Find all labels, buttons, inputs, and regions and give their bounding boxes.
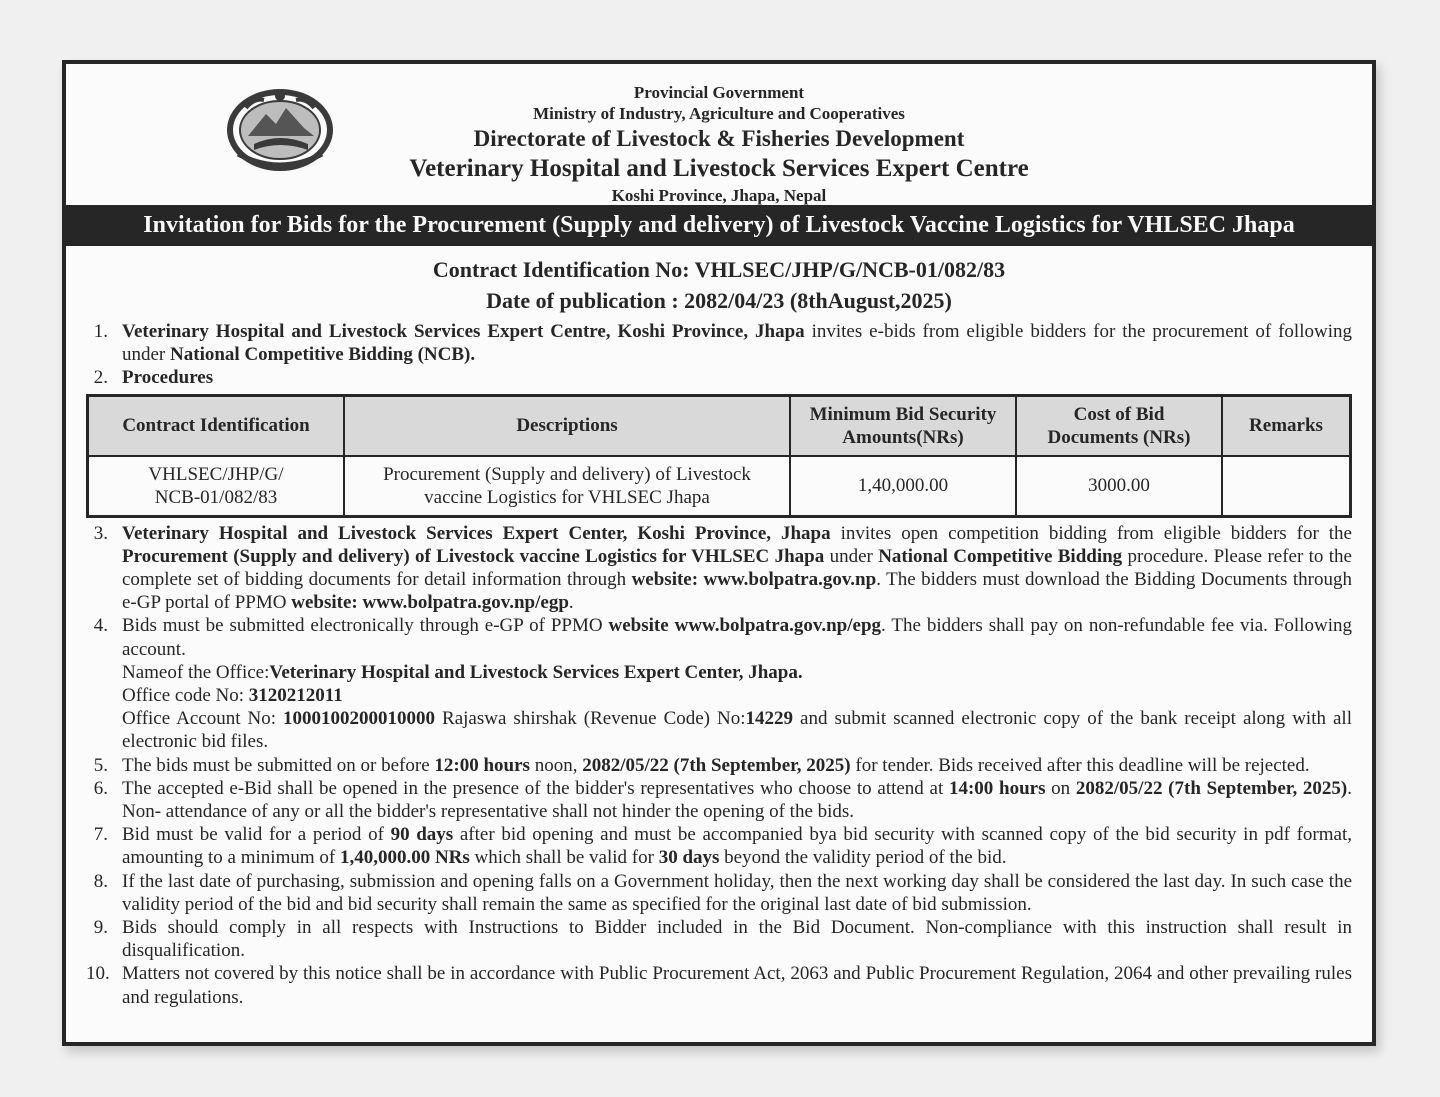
- opening-date: 2082/05/22 (7th September, 2025): [1075, 777, 1348, 799]
- table-row: [88, 456, 1351, 517]
- procedures-table: [86, 394, 1352, 518]
- header-provincial-government: Provincial Government: [633, 83, 805, 102]
- cell-description: Procurement (Supply and delivery) of Livestock vaccine Logistics for VHLSEC Jhapa: [344, 456, 790, 517]
- egp-website-link: website: www.bolpatra.gov.np/egp: [291, 592, 569, 614]
- clause-10: 10. Matters not covered by this notice shall be in accordance with Public Procurement Act, 2063 and Public Procurement Regulation, 2064 and other prevailing rules and regulations.: [86, 963, 1352, 1008]
- cell-doc-cost: 3000.00: [1016, 456, 1222, 517]
- clause-1: 1. Veterinary Hospital and Livestock Services Expert Centre, Koshi Province, Jhapa invites e-bids from eligible bidders for the procurement of following under National Competitive Bidding (NCB).: [93, 321, 1352, 366]
- bid-notice: [62, 60, 1376, 1046]
- submission-deadline: 2082/05/22 (7th September, 2025): [582, 754, 851, 776]
- col-descriptions: Descriptions: [344, 395, 790, 456]
- notice-body: [86, 254, 1352, 1009]
- notice-clauses: [86, 320, 1352, 390]
- table-header-row: [88, 395, 1351, 456]
- col-cost-of-bid-docs: Cost of Bid Documents (NRs): [1016, 395, 1222, 456]
- publication-date-line: Date of publication : 2082/04/23 (8thAugust,2025): [486, 288, 952, 313]
- clause-7: 7. Bid must be valid for a period of 90 days after bid opening and must be accompanied bya bid security with scanned copy of the bid security in pdf format, amounting to a minimum of 1,40,000.00 NRs which shall be valid for 30 days beyond the validity period of the bid.: [93, 824, 1352, 869]
- col-min-bid-security: Minimum Bid Security Amounts(NRs): [790, 395, 1016, 456]
- header-directorate: Directorate of Livestock & Fisheries Development: [473, 125, 965, 151]
- col-contract-identification: Contract Identification: [88, 395, 345, 456]
- header-ministry: Ministry of Industry, Agriculture and Cooperatives: [533, 104, 905, 124]
- office-code-value: 3120212011: [248, 685, 343, 707]
- header-office-name: Veterinary Hospital and Livestock Services Expert Centre: [409, 155, 1029, 183]
- contract-id-line: Contract Identification No: VHLSEC/JHP/G/NCB-01/082/83: [432, 257, 1006, 282]
- website-link: website: www.bolpatra.gov.np: [631, 569, 877, 591]
- notice-header: [66, 64, 1372, 214]
- revenue-code-value: 14229: [745, 708, 794, 730]
- clause-3: 3. Veterinary Hospital and Livestock Services Expert Center, Koshi Province, Jhapa invites open competition bidding from eligible bidders for the Procurement (Supply and delivery) of Livestock vaccine Logistics for VHLSEC Jhapa under National Competitive Bidding procedure. Please refer to the complete set of bidding documents for detail information through website: www.bolpatra.gov.np. The bidders must download the Bidding Documents through e-GP portal of PPMO website: www.bolpatra.gov.np/egp.: [93, 522, 1352, 614]
- col-remarks: Remarks: [1222, 395, 1351, 456]
- header-location: Koshi Province, Jhapa, Nepal: [611, 185, 827, 205]
- office-account-value: 1000100200010000: [283, 708, 436, 730]
- cell-bid-security: 1,40,000.00: [790, 456, 1016, 517]
- clause-4: 4. Bids must be submitted electronically through e-GP of PPMO website www.bolpatra.gov.np/epg. The bidders shall pay on non-refundable fee via. Following account. Nameof the Office:Veterinary Hospital and Livestock Services Expert Center, Jhapa. Office code No: 3120212011 Office Account No: 1000100200010000 Rajaswa shirshak (Revenue Code) No:14229 and submit scanned electronic copy of the bank receipt along with all electronic bid files.: [93, 615, 1352, 753]
- notice-clauses-continued: [86, 522, 1352, 1009]
- cell-remarks: [1222, 456, 1351, 517]
- notice-title-banner: Invitation for Bids for the Procurement (Supply and delivery) of Livestock Vaccine Logistics for VHLSEC Jhapa: [66, 205, 1372, 246]
- clause-5: 5. The bids must be submitted on or before 12:00 hours noon, 2082/05/22 (7th September, 2025) for tender. Bids received after this deadline will be rejected.: [93, 754, 1310, 776]
- cell-contract-id: VHLSEC/JHP/G/ NCB-01/082/83: [88, 456, 345, 517]
- clause-8: 8. If the last date of purchasing, submission and opening falls on a Government holiday, then the next working day shall be considered the last day. In such case the validity period of the bid and bid security shall remain the same as specified for the original last date of bid submission.: [93, 870, 1352, 915]
- clause-2: 2. Procedures: [93, 367, 214, 389]
- clause-6: 6. The accepted e-Bid shall be opened in the presence of the bidder's representatives who choose to attend at 14:00 hours on 2082/05/22 (7th September, 2025). Non- attendance of any or all the bidder's representative shall not hinder the opening of the bids.: [93, 777, 1353, 823]
- office-name-value: Veterinary Hospital and Livestock Services Expert Center, Jhapa.: [269, 661, 803, 683]
- clause-9: 9. Bids should comply in all respects with Instructions to Bidder included in the Bid Document. Non-compliance with this instruction shall result in disqualification.: [93, 917, 1352, 962]
